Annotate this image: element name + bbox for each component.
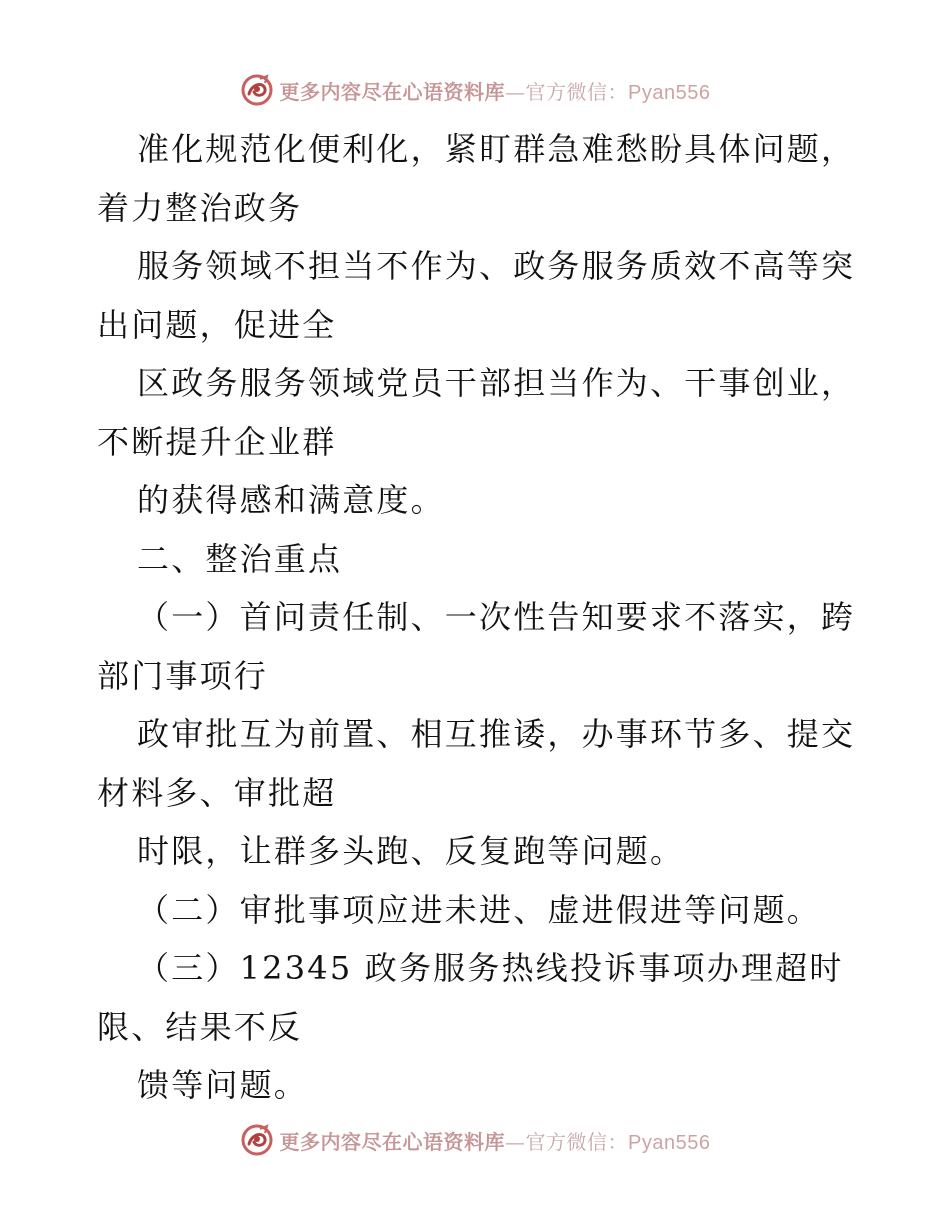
- footer-watermark: [0, 1120, 950, 1160]
- red-swirl-logo-icon: [240, 73, 274, 107]
- text-line: 着力整治政务: [97, 188, 303, 227]
- document-body: [97, 120, 857, 1115]
- text-line: 区政务服务领域党员干部担当作为、干事创业，: [137, 364, 856, 402]
- text-line: 的获得感和满意度。: [137, 481, 445, 519]
- text-line: 二、整治重点: [137, 539, 343, 578]
- text-line: （三）12345 政务服务热线投诉事项办理超时: [137, 949, 844, 987]
- text-line: 部门事项行: [97, 656, 269, 695]
- red-swirl-logo-icon: [240, 1123, 274, 1157]
- watermark-account: Pyan556: [628, 81, 711, 104]
- text-line: （一）首问责任制、一次性告知要求不落实，跨: [137, 598, 856, 636]
- text-line: 馈等问题。: [137, 1066, 309, 1104]
- text-line: 限、结果不反: [97, 1007, 303, 1046]
- text-line: 时限，让群多头跑、反复跑等问题。: [137, 832, 685, 870]
- watermark-text: [280, 76, 711, 105]
- watermark-lead: 更多内容尽在心语资料库: [279, 1129, 506, 1154]
- watermark-lead: 更多内容尽在心语资料库: [279, 79, 506, 104]
- text-line: 政审批互为前置、相互推诿，办事环节多、提交: [137, 715, 856, 753]
- watermark-official: 官方微信：: [525, 1129, 629, 1154]
- header-watermark: [0, 70, 950, 110]
- text-line: 不断提升企业群: [97, 422, 337, 461]
- watermark-text: [280, 1126, 711, 1155]
- text-line: 服务领域不担当不作为、政务服务质效不高等突: [137, 247, 856, 285]
- watermark-account: Pyan556: [628, 1131, 711, 1154]
- text-line: 出问题，促进全: [97, 305, 337, 344]
- text-line: （二）审批事项应进未进、虚进假进等问题。: [137, 890, 822, 929]
- text-line: 准化规范化便利化，紧盯群急难愁盼具体问题，: [137, 130, 856, 168]
- watermark-official: 官方微信：: [525, 79, 629, 104]
- watermark-dash: —: [505, 79, 526, 104]
- watermark-dash: —: [505, 1129, 526, 1154]
- text-line: 材料多、审批超: [97, 773, 337, 812]
